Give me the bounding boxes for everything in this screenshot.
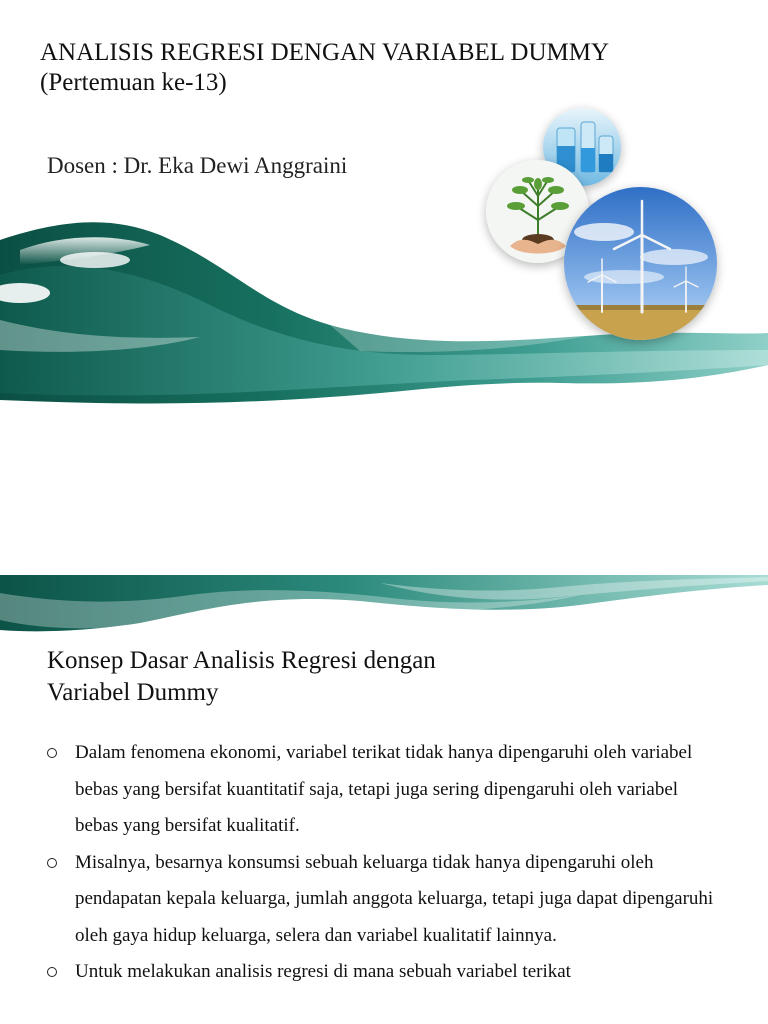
bullet-text: Dalam fenomena ekonomi, variabel terikat tidak hanya dipengaruhi oleh variabel bebas yang bersifat kuantitatif saja, tetapi juga sering dipengaruhi oleh variabel bebas yang bersifat kualitatif.: [75, 742, 693, 836]
water-wave-header-decoration: [0, 575, 768, 635]
slide-title: [40, 38, 609, 98]
bullet-item: [47, 735, 717, 845]
lecturer-name: Dosen : Dr. Eka Dewi Anggraini: [47, 153, 348, 178]
bullet-circle-icon: [47, 858, 57, 868]
bullet-list: [47, 735, 717, 991]
slide-title-line-2: (Pertemuan ke-13): [40, 69, 227, 96]
slide-title-line-1: ANALISIS REGRESI DENGAN VARIABEL DUMMY: [40, 39, 610, 66]
bullet-item: [47, 845, 717, 955]
bullet-text: Misalnya, besarnya konsumsi sebuah keluarga tidak hanya dipengaruhi oleh pendapatan kepala keluarga, jumlah anggota keluarga, tetapi juga dapat dipengaruhi oleh gaya hidup keluarga, selera dan variabel kualitatif lainnya.: [75, 851, 714, 946]
section-heading-line-2: Variabel Dummy: [47, 679, 219, 706]
content-slide: [0, 575, 768, 1024]
bullet-text: Untuk melakukan analisis regresi di mana sebuah variabel terikat: [75, 961, 571, 982]
bullet-circle-icon: [47, 967, 57, 977]
bullet-circle-icon: [47, 748, 57, 758]
section-heading: [47, 645, 436, 709]
wind-turbines-photo: [564, 187, 717, 340]
section-heading-line-1: Konsep Dasar Analisis Regresi dengan: [47, 647, 436, 674]
bullet-item: [47, 954, 717, 991]
